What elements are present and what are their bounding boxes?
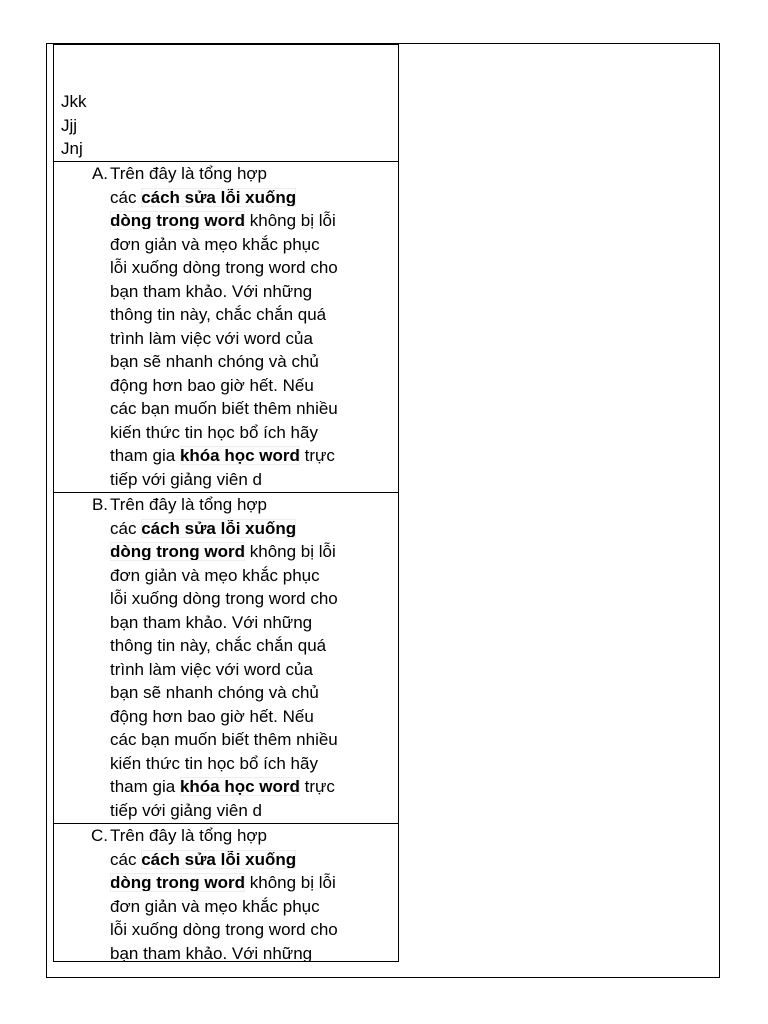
text-line: các bạn muốn biết thêm nhiều bbox=[110, 730, 338, 749]
top-line-1: Jkk bbox=[61, 92, 87, 111]
text-line: thông tin này, chắc chắn quá bbox=[110, 636, 327, 655]
list-marker: C. bbox=[91, 826, 108, 845]
text-line: đơn giản và mẹo khắc phục bbox=[110, 234, 320, 254]
text-line: bạn sẽ nhanh chóng và chủ bbox=[110, 683, 319, 702]
list-marker: A. bbox=[91, 164, 108, 183]
document-table bbox=[53, 44, 399, 962]
table-top-cell[interactable] bbox=[54, 45, 398, 162]
bold-link-text[interactable]: dòng trong word bbox=[110, 873, 246, 892]
text-line: thông tin này, chắc chắn quá bbox=[110, 305, 327, 324]
text-run: các bbox=[110, 187, 142, 207]
text-line: bạn tham khảo. Với những bbox=[110, 281, 313, 301]
text-line bbox=[110, 540, 360, 564]
text-line: Trên đây là tổng hợp bbox=[110, 495, 268, 514]
text-run: trực bbox=[299, 777, 335, 796]
bold-link-text[interactable]: dòng trong word bbox=[110, 211, 246, 230]
text-line: động hơn bao giờ hết. Nếu bbox=[110, 706, 314, 726]
text-line: bạn sẽ nhanh chóng và chủ bbox=[110, 352, 319, 371]
text-line: kiến thức tin học bổ ích hãy bbox=[110, 422, 318, 442]
text-line: Trên đây là tổng hợp bbox=[110, 826, 268, 845]
text-line: các bạn muốn biết thêm nhiều bbox=[110, 399, 338, 418]
list-item-a[interactable] bbox=[54, 162, 398, 493]
list-marker: B. bbox=[91, 495, 108, 514]
top-line-2: Jjj bbox=[61, 115, 78, 135]
text-line: động hơn bao giờ hết. Nếu bbox=[110, 375, 314, 395]
text-run: tham gia bbox=[110, 777, 180, 796]
text-line: tiếp với giảng viên d bbox=[110, 800, 262, 820]
text-line bbox=[110, 775, 360, 799]
text-line: Trên đây là tổng hợp bbox=[110, 162, 278, 186]
text-line bbox=[110, 209, 360, 233]
text-run: tham gia bbox=[110, 446, 180, 465]
text-run: các bbox=[110, 849, 142, 869]
text-line: tiếp với giảng viên d bbox=[110, 469, 262, 489]
top-cell-lines bbox=[61, 90, 87, 161]
text-line bbox=[110, 517, 360, 541]
text-run: trực bbox=[299, 446, 335, 465]
list-item-text bbox=[110, 493, 360, 822]
text-line: bạn tham khảo. Với những bbox=[110, 612, 313, 632]
top-line-3: Jnj bbox=[61, 139, 83, 158]
text-line: bạn tham khảo. Với những bbox=[110, 943, 313, 962]
list-item-text bbox=[110, 824, 360, 962]
text-line: trình làm việc với word của bbox=[110, 659, 313, 679]
list-item-b[interactable] bbox=[54, 493, 398, 824]
text-line bbox=[110, 444, 360, 468]
text-line: đơn giản và mẹo khắc phục bbox=[110, 565, 320, 585]
list-item-text bbox=[110, 162, 360, 491]
text-run: không bị lỗi bbox=[245, 873, 336, 892]
bold-link-text[interactable]: cách sửa lỗi xuống bbox=[141, 187, 297, 207]
text-line bbox=[110, 186, 360, 210]
text-run: không bị lỗi bbox=[245, 542, 336, 561]
bold-link-text[interactable]: dòng trong word bbox=[110, 542, 246, 561]
bold-link-text[interactable]: khóa học word bbox=[179, 446, 300, 465]
text-line: trình làm việc với word của bbox=[110, 328, 313, 348]
bold-link-text[interactable]: khóa học word bbox=[179, 777, 300, 796]
text-line: đơn giản và mẹo khắc phục bbox=[110, 896, 320, 916]
text-line: kiến thức tin học bổ ích hãy bbox=[110, 753, 318, 773]
list-item-c[interactable] bbox=[54, 824, 398, 962]
bold-link-text[interactable]: cách sửa lỗi xuống bbox=[141, 849, 297, 869]
text-line: lỗi xuống dòng trong word cho bbox=[110, 258, 338, 277]
text-line bbox=[110, 871, 360, 895]
text-line: lỗi xuống dòng trong word cho bbox=[110, 589, 338, 608]
bold-link-text[interactable]: cách sửa lỗi xuống bbox=[141, 518, 297, 538]
text-run: các bbox=[110, 518, 142, 538]
text-run: không bị lỗi bbox=[245, 211, 336, 230]
text-line bbox=[110, 848, 360, 872]
text-line: lỗi xuống dòng trong word cho bbox=[110, 920, 338, 939]
